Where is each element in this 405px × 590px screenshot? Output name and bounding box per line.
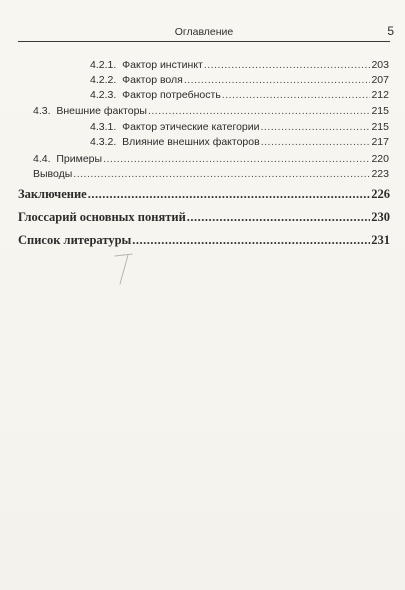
toc-entry-page: 215	[371, 121, 389, 133]
dot-leader	[204, 58, 371, 72]
toc-entry-page: 226	[371, 187, 390, 201]
pen-mark	[112, 252, 140, 286]
toc-entry-label	[33, 152, 102, 166]
toc-entry-title: Внешние факторы	[56, 105, 147, 117]
page-number: 5	[387, 24, 394, 38]
toc-entry-label	[90, 58, 203, 72]
toc-entry-bibliography	[18, 233, 390, 247]
toc-entry-number: 4.2.3.	[90, 89, 117, 101]
toc-entry-page: 230	[371, 210, 390, 224]
dot-leader	[187, 210, 370, 224]
toc-entry-4-3-2	[90, 135, 389, 149]
toc-entry-number: 4.2.1.	[90, 59, 117, 71]
dot-leader	[103, 152, 370, 166]
toc-entry-title: Примеры	[56, 153, 103, 165]
toc-entry-page: 231	[371, 233, 390, 247]
toc-entry-final-conclusion	[18, 187, 390, 201]
dot-leader	[73, 167, 370, 181]
dot-leader	[222, 88, 371, 102]
toc-entry-label	[33, 104, 147, 118]
toc-entry-title: Фактор инстинкт	[122, 59, 203, 71]
toc-entry-title: Влияние внешних факторов	[122, 136, 260, 148]
toc-entry-page: 207	[371, 74, 389, 86]
toc-entry-page: 220	[371, 153, 389, 165]
toc-entry-page: 217	[371, 136, 389, 148]
toc-entry-label	[90, 73, 183, 87]
toc-entry-4-4	[33, 152, 389, 166]
toc-entry-number: 4.3.	[33, 105, 51, 117]
running-head	[18, 24, 394, 42]
toc-entry-conclusions	[33, 167, 389, 181]
header-rule	[18, 41, 390, 42]
toc-entry-page: 223	[371, 168, 389, 180]
toc-entry-4-2-2	[90, 73, 389, 87]
toc-entry-number: 4.2.2.	[90, 74, 117, 86]
dot-leader	[88, 187, 371, 201]
dot-leader	[261, 135, 371, 149]
toc-entry-4-3-1	[90, 120, 389, 134]
toc-entry-title: Фактор этические категории	[122, 121, 260, 133]
dot-leader	[132, 233, 370, 247]
toc-entry-title: Фактор потребность	[122, 89, 221, 101]
toc-entry-glossary	[18, 210, 390, 224]
toc-entry-page: 212	[371, 89, 389, 101]
toc-entry-title: Глоссарий основных понятий	[18, 210, 186, 224]
toc-entry-page: 203	[371, 59, 389, 71]
toc-entry-page: 215	[371, 105, 389, 117]
toc-entry-title: Заключение	[18, 187, 87, 201]
toc-entry-number: 4.3.1.	[90, 121, 117, 133]
toc-entry-title: Выводы	[33, 168, 73, 180]
dot-leader	[261, 120, 371, 134]
toc-entry-number: 4.4.	[33, 153, 51, 165]
toc-entry-4-3	[33, 104, 389, 118]
dot-leader	[184, 73, 371, 87]
toc-entry-label	[90, 120, 260, 134]
toc-entry-number: 4.3.2.	[90, 136, 117, 148]
toc-entry-4-2-1	[90, 58, 389, 72]
toc-entry-label	[90, 88, 221, 102]
toc-entry-4-2-3	[90, 88, 389, 102]
dot-leader	[148, 104, 371, 118]
toc-entry-title: Список литературы	[18, 233, 132, 247]
toc-entry-label	[90, 135, 260, 149]
toc-entry-title: Фактор воля	[122, 74, 183, 86]
running-head-title: Оглавление	[174, 26, 234, 38]
